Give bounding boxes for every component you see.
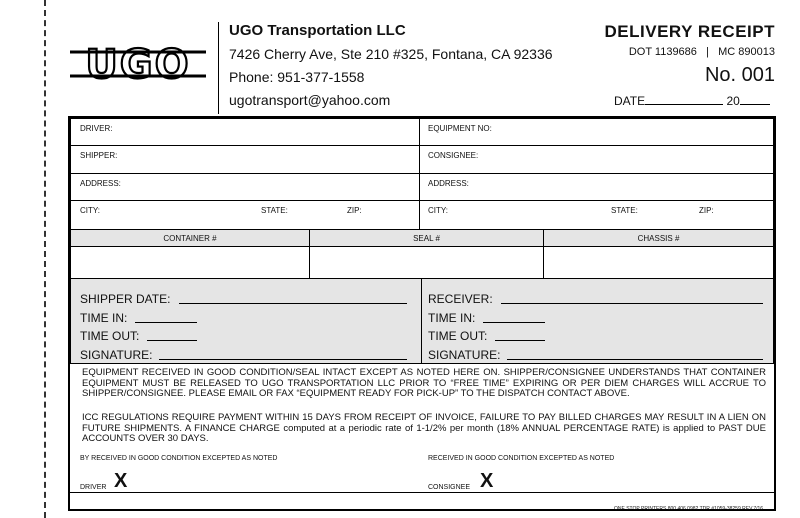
- address-right-field[interactable]: [419, 173, 774, 201]
- state-right-label: STATE:: [611, 206, 638, 215]
- receiver-time-in-line[interactable]: [483, 312, 545, 323]
- city-right-field[interactable]: [419, 200, 774, 230]
- date-line: [614, 94, 770, 108]
- driver-sign-label: DRIVER: [80, 484, 107, 491]
- city-right-label: CITY:: [428, 206, 449, 215]
- company-address: 7426 Cherry Ave, Ste 210 #325, Fontana, CA 92336: [229, 46, 553, 62]
- shipper-signature-line[interactable]: [159, 349, 407, 360]
- driver-x-mark: X: [114, 470, 128, 492]
- equipment-no-label: EQUIPMENT NO:: [428, 124, 492, 133]
- chassis-cell[interactable]: [543, 246, 774, 279]
- receiver-signature-label: SIGNATURE:: [428, 348, 501, 362]
- city-left-field[interactable]: [70, 200, 420, 230]
- company-name: UGO Transportation LLC: [229, 22, 406, 39]
- consignee-x-mark: X: [480, 470, 494, 492]
- shipper-time-in-line[interactable]: [135, 312, 197, 323]
- receiver-signature-line[interactable]: [507, 349, 763, 360]
- logo-text: UGO: [85, 42, 191, 86]
- mc-number: MC 890013: [718, 46, 775, 58]
- equipment-no-field[interactable]: [419, 118, 774, 146]
- receipt-number: No. 001: [704, 64, 775, 86]
- company-email: ugotransport@yahoo.com: [229, 92, 391, 108]
- printer-credit: ONE STOP PRINTERS 800.406.0982 TDR #1059-38259 REV.7/16: [614, 506, 764, 512]
- shipper-time-in-label: TIME IN:: [80, 311, 128, 325]
- driver-note: BY RECEIVED IN GOOD CONDITION EXCEPTED AS NOTED: [80, 455, 278, 462]
- city-left-label: CITY:: [80, 206, 101, 215]
- shipper-signature-label: SIGNATURE:: [80, 348, 153, 362]
- address-left-label: ADDRESS:: [80, 179, 121, 188]
- container-header-label: CONTAINER #: [163, 234, 217, 243]
- chassis-header-label: CHASSIS #: [637, 234, 680, 243]
- shipper-time-out-label: TIME OUT:: [80, 329, 140, 343]
- receiver-label: RECEIVER:: [428, 292, 493, 306]
- shipper-date-line[interactable]: [179, 293, 407, 304]
- consignee-sign-label: CONSIGNEE: [428, 484, 471, 491]
- zip-right-label: ZIP:: [699, 206, 714, 215]
- shipper-date-label: SHIPPER DATE:: [80, 292, 171, 306]
- shipper-time-out-line[interactable]: [147, 330, 197, 341]
- perforation-line: [44, 0, 46, 518]
- receiver-time-out-label: TIME OUT:: [428, 329, 488, 343]
- seal-header: [309, 229, 544, 247]
- container-cell[interactable]: [70, 246, 310, 279]
- company-logo: [68, 42, 208, 86]
- receiver-line[interactable]: [501, 293, 763, 304]
- signature-section: [70, 278, 774, 364]
- zip-left-label: ZIP:: [347, 206, 362, 215]
- consignee-field[interactable]: [419, 145, 774, 174]
- date-label: DATE: [614, 94, 646, 108]
- state-left-label: STATE:: [261, 206, 288, 215]
- driver-field[interactable]: [70, 118, 420, 146]
- consignee-label: CONSIGNEE:: [428, 151, 479, 160]
- address-right-label: ADDRESS:: [428, 179, 469, 188]
- shipper-field[interactable]: [70, 145, 420, 174]
- consignee-note: RECEIVED IN GOOD CONDITION EXCEPTED AS NOTED: [428, 455, 615, 462]
- seal-cell[interactable]: [309, 246, 544, 279]
- chassis-header: [543, 229, 774, 247]
- address-left-field[interactable]: [70, 173, 420, 201]
- terms-paragraph-1: EQUIPMENT RECEIVED IN GOOD CONDITION/SEAL INTACT EXCEPT AS NOTED HERE ON. SHIPPER/CONSIGNEE UNDERSTANDS THAT CONTAINER EQUIPMENT MUST BE RELEASED TO UGO TRANSPORTATION LLC PRIOR TO “FREE TIME” EXPIRING OR PER DIEM CHARGES WILL ACCRUE TO SHIPPER/CONSIGNEE. PLEASE EMAIL OR FAX “EQUIPMENT READY FOR PICK-UP” TO THE DISPATCH CONTACT ABOVE.: [82, 367, 766, 399]
- driver-label: DRIVER:: [80, 124, 113, 133]
- container-header: [70, 229, 310, 247]
- shipper-label: SHIPPER:: [80, 151, 118, 160]
- terms-paragraph-2: ICC REGULATIONS REQUIRE PAYMENT WITHIN 15 DAYS FROM RECEIPT OF INVOICE, FAILURE TO PAY BILLED CHARGES MAY RESULT IN A LIEN ON FUTURE SHIPMENTS. A FINANCE CHARGE computed at a periodic rate of 1-1/2% per month (18% ANNUAL PERCENTAGE RATE) is applied to PAST DUE ACCOUNTS OVER 30 DAYS.: [82, 412, 766, 444]
- carrier-ids: [629, 46, 775, 58]
- receiver-time-in-label: TIME IN:: [428, 311, 476, 325]
- header-divider: [218, 22, 219, 114]
- dot-number: DOT 1139686: [628, 46, 697, 58]
- receipt-form: [68, 116, 776, 511]
- receiver-time-out-line[interactable]: [495, 330, 545, 341]
- id-separator: |: [706, 46, 709, 58]
- seal-header-label: SEAL #: [413, 234, 440, 243]
- date-year: 20: [726, 94, 740, 108]
- document-title: DELIVERY RECEIPT: [604, 22, 775, 41]
- company-phone: Phone: 951-377-1558: [229, 69, 365, 85]
